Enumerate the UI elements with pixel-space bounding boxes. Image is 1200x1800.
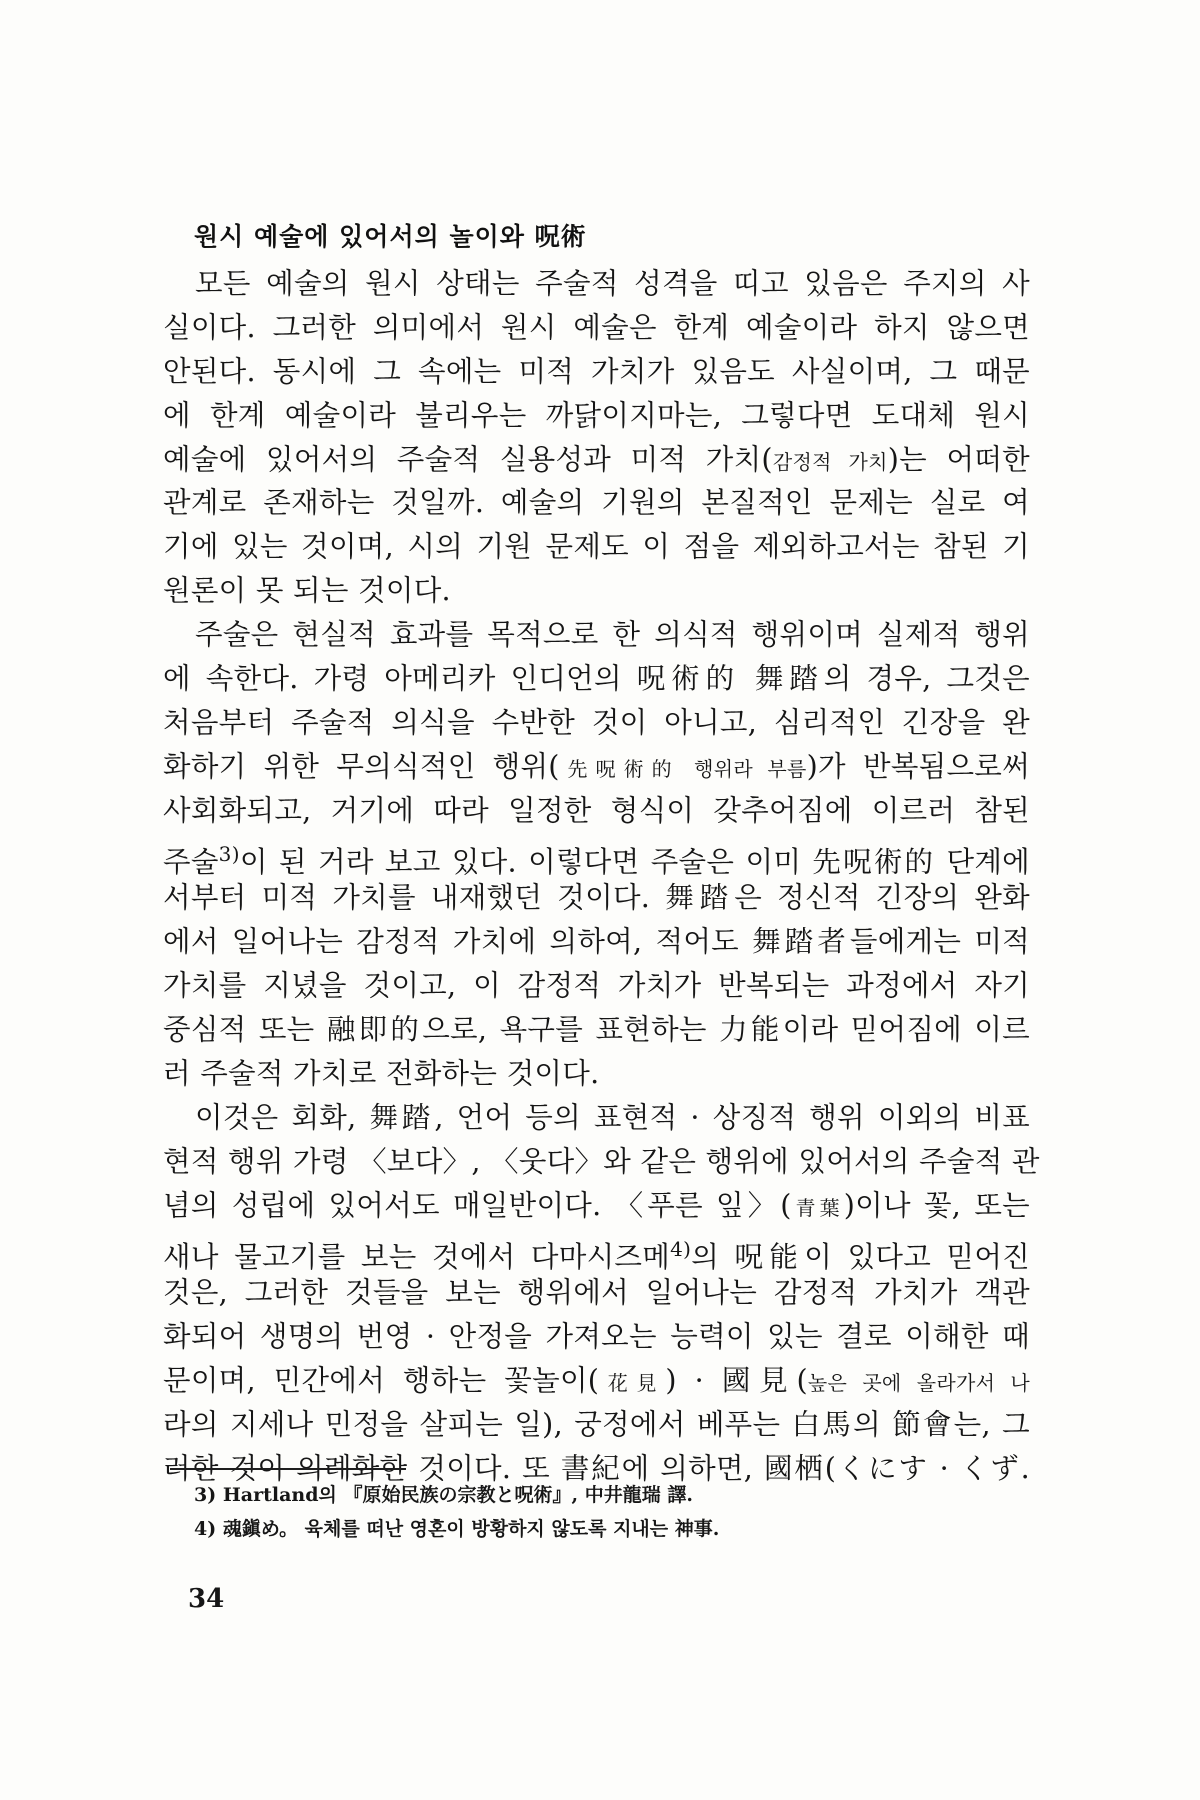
text-run: 의 呪能이 있다고 믿어진 xyxy=(691,1240,1031,1274)
page-number: 34 xyxy=(188,1584,225,1614)
text-line: 주술은 현실적 효과를 목적으로 한 의식적 행위이며 실제적 행위 xyxy=(195,618,1030,652)
text-run: 이 된 거라 보고 있다. 이렇다면 주술은 이미 先呪術的 단계에 xyxy=(239,845,1030,879)
footnote-ref: 3) xyxy=(218,841,240,866)
text-line: 관계로 존재하는 것일까. 예술의 기원의 본질적인 문제는 실로 여 xyxy=(163,486,1030,520)
text-run: 화하기 위한 무의식적인 행위( xyxy=(163,749,560,783)
section-heading: 원시 예술에 있어서의 놀이와 呪術 xyxy=(194,222,587,251)
text-line: 러한 것이 의례화한 것이다. 또 書紀에 의하면, 國栖(くにす · くず. xyxy=(163,1452,1030,1486)
small-gloss: 높은 곳에 올라가서 나 xyxy=(807,1371,1030,1396)
text-run: 새나 물고기를 보는 것에서 다마시즈메 xyxy=(163,1240,671,1274)
text-line: 에 한계 예술이라 불리우는 까닭이지마는, 그렇다면 도대체 원시 xyxy=(163,398,1030,432)
body-text xyxy=(163,262,1040,1491)
small-gloss: 青葉 xyxy=(791,1195,844,1220)
text-line: 현적 행위 가령 〈보다〉, 〈웃다〉와 같은 행위에 있어서의 주술적 관 xyxy=(163,1144,1040,1178)
text-line xyxy=(163,1228,1030,1272)
text-run: )가 반복됨으로써 xyxy=(806,749,1030,783)
footnote-rule xyxy=(170,1468,406,1470)
text-run: 념의 성립에 있어서도 매일반이다. 〈푸른 잎〉( xyxy=(163,1188,792,1222)
text-run: 문이며, 민간에서 행하는 꽃놀이( xyxy=(163,1364,600,1398)
text-line xyxy=(163,745,1030,789)
small-gloss: 花見 xyxy=(599,1371,666,1396)
text-run: 주술 xyxy=(163,845,219,879)
text-line: 기에 있는 것이며, 시의 기원 문제도 이 점을 제외하고서는 참된 기 xyxy=(163,530,1030,564)
text-line: 중심적 또는 融即的으로, 욕구를 표현하는 力能이라 믿어짐에 이르 xyxy=(163,1013,1030,1047)
small-gloss: 先呪術的 행위라 부름 xyxy=(559,756,807,781)
text-run: ) · 國見( xyxy=(665,1364,808,1398)
text-line: 사회화되고, 거기에 따라 일정한 형식이 갖추어짐에 이르러 참된 xyxy=(163,793,1030,827)
footnote: 3) Hartland의 『原始民族の宗教と呪術』, 中井龍瑞 譯. xyxy=(194,1484,693,1506)
text-line xyxy=(163,1359,1030,1403)
text-line: 이것은 회화, 舞踏, 언어 등의 표현적 · 상징적 행위 이외의 비표 xyxy=(195,1100,1030,1134)
footnote-ref: 4) xyxy=(670,1236,692,1261)
text-line: 화되어 생명의 번영 · 안정을 가져오는 능력이 있는 결로 이해한 때 xyxy=(163,1320,1030,1354)
footnotes xyxy=(194,1478,719,1546)
text-line: 에서 일어나는 감정적 가치에 의하여, 적어도 舞踏者들에게는 미적 xyxy=(163,925,1030,959)
text-line: 서부터 미적 가치를 내재했던 것이다. 舞踏은 정신적 긴장의 완화 xyxy=(163,881,1030,915)
text-run: )는 어떠한 xyxy=(887,442,1031,476)
text-line: 모든 예술의 원시 상태는 주술적 성격을 띠고 있음은 주지의 사 xyxy=(195,267,1030,300)
text-line xyxy=(163,1184,1030,1228)
text-line xyxy=(163,833,1030,877)
text-run: 예술에 있어서의 주술적 실용성과 미적 가치( xyxy=(163,442,773,476)
text-line: 원론이 못 되는 것이다. xyxy=(163,574,451,608)
text-line: 실이다. 그러한 의미에서 원시 예술은 한계 예술이라 하지 않으면 xyxy=(163,310,1030,344)
text-line: 러 주술적 가치로 전화하는 것이다. xyxy=(163,1057,600,1091)
small-gloss: 감정적 가치 xyxy=(772,449,888,474)
text-line: 안된다. 동시에 그 속에는 미적 가치가 있음도 사실이며, 그 때문 xyxy=(163,354,1030,388)
text-run: )이나 꽃, 또는 xyxy=(843,1188,1030,1222)
text-line: 것은, 그러한 것들을 보는 행위에서 일어나는 감정적 가치가 객관 xyxy=(163,1276,1030,1310)
text-line: 가치를 지녔을 것이고, 이 감정적 가치가 반복되는 과정에서 자기 xyxy=(163,969,1030,1003)
text-line xyxy=(163,438,1030,482)
text-line: 라의 지세나 민정을 살피는 일), 궁정에서 베푸는 白馬의 節會는, 그 xyxy=(163,1408,1030,1442)
footnote: 4) 魂鎭め。 육체를 떠난 영혼이 방황하지 않도록 지내는 神事. xyxy=(194,1518,720,1540)
text-line: 처음부터 주술적 의식을 수반한 것이 아니고, 심리적인 긴장을 완 xyxy=(163,705,1030,739)
text-line: 에 속한다. 가령 아메리카 인디언의 呪術的 舞踏의 경우, 그것은 xyxy=(163,662,1030,696)
